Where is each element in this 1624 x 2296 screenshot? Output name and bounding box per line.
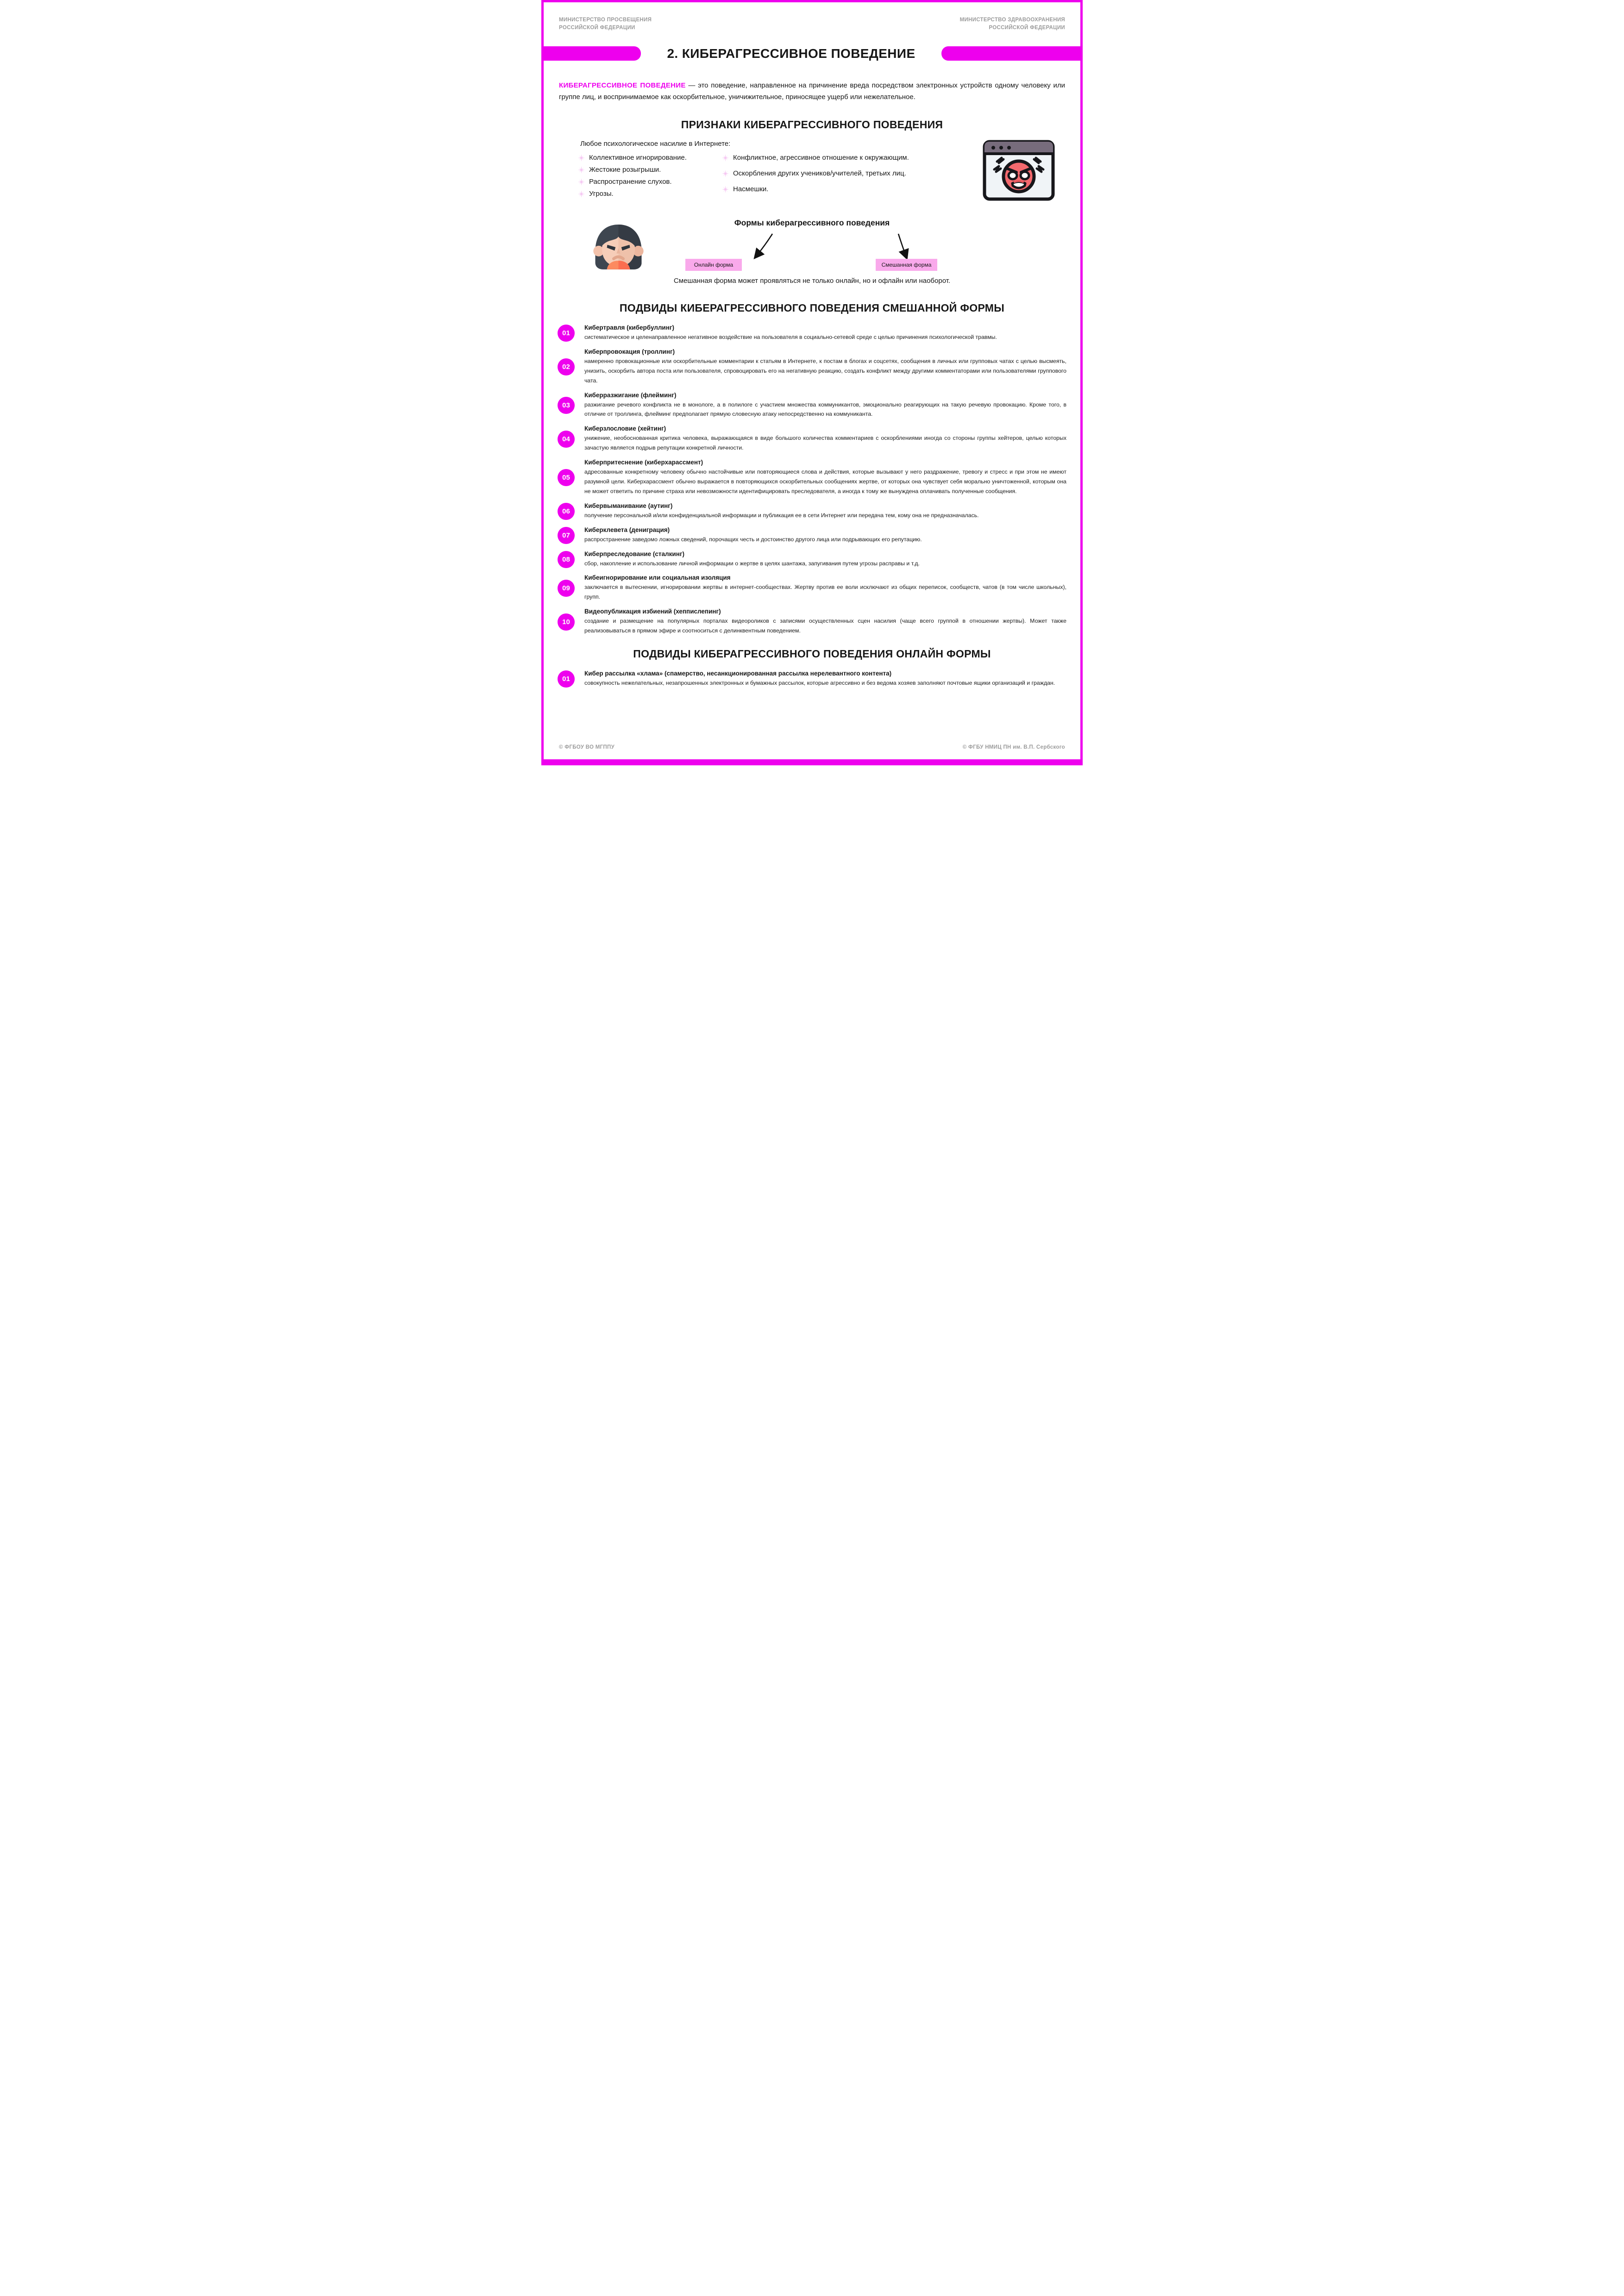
ministry-right	[960, 16, 1065, 32]
item-title: Кибервыманивание (аутинг)	[584, 502, 673, 509]
signs-list-right	[722, 154, 953, 201]
ministry-left	[559, 16, 652, 32]
subtype-item-08	[558, 551, 1066, 569]
definition-paragraph	[559, 80, 1065, 103]
subtype-item-07	[558, 526, 1066, 544]
item-title: Кибеигнорирование или социальная изоляция	[584, 574, 731, 582]
online-subtypes-heading: ПОДВИДЫ КИБЕРАГРЕССИВНОГО ПОВЕДЕНИЯ ОНЛАЙН ФОРМЫ	[633, 648, 991, 660]
item-body	[584, 392, 1066, 419]
title-accent-bar-left	[544, 46, 641, 61]
forms-heading: Формы киберагрессивного поведения	[734, 218, 890, 227]
sign-label: Оскорбления других учеников/учителей, третьих лиц.	[733, 169, 906, 177]
list-item	[578, 190, 721, 198]
mixed-subtypes-heading: ПОДВИДЫ КИБЕРАГРЕССИВНОГО ПОВЕДЕНИЯ СМЕШАННОЙ ФОРМЫ	[619, 302, 1005, 314]
item-text: заключается в вытеснении, игнорировании жертвы в интернет-сообществах. Жертву против ее воли исключают из общих переписок, сообществ, чатов (в том числе школьных), групп.	[584, 584, 1066, 601]
title-bar	[544, 46, 1080, 61]
item-title: Киберзлословие (хейтинг)	[584, 425, 666, 432]
item-text: создание и размещение на популярных порталах видеороликов с записями осуществленных сцен насилия (чаще всего группой в отношении жертвы). Может также реализовываться в прямом эфире и соотноситься с делинквентным поведением.	[584, 618, 1066, 634]
item-body	[584, 551, 1066, 569]
sparkle-star-icon	[722, 186, 729, 193]
list-item	[578, 154, 721, 162]
item-text: унижение, необоснованная критика человека, выражающаяся в виде большого количества комментариев с оскорблениями иногда со стороны группы хейтеров, целью которых зачастую является подрыв репутации конкретной личности.	[584, 435, 1066, 451]
signs-heading: ПРИЗНАКИ КИБЕРАГРЕССИВНОГО ПОВЕДЕНИЯ	[681, 119, 943, 131]
list-item	[722, 154, 953, 162]
down-arrow-icon	[895, 232, 910, 259]
sparkle-star-icon	[578, 154, 585, 162]
item-body	[584, 459, 1066, 496]
subtype-item-02	[558, 348, 1066, 386]
forms-note: Смешанная форма может проявляться не только онлайн, но и офлайн или наоборот.	[673, 277, 951, 285]
item-text: намеренно провокационные или оскорбительные комментарии к статьям в Интернете, к постам в блогах и соцсетях, сообщения в личных или групповых чатах с целью высмеять, унизить, оскорбить автора поста или пользователя, спровоцировать его на негативную реакцию, создать конфликт между другими комментаторами или пользователями группового чата.	[584, 357, 1066, 384]
list-item	[578, 166, 721, 174]
item-title: Киберпреследование (сталкинг)	[584, 550, 684, 557]
sparkle-star-icon	[578, 166, 585, 174]
item-text: получение персональной и/или конфиденциальной информации и публикация ее в сети Интернет или передача тем, кому она не предназначалась.	[584, 512, 979, 519]
item-number-badge: 09	[558, 580, 575, 597]
online-subtype-item-01	[558, 670, 1066, 688]
item-body	[584, 348, 1066, 386]
sparkle-star-icon	[722, 154, 729, 162]
angry-browser-icon	[982, 138, 1056, 202]
subtype-item-10	[558, 608, 1066, 636]
online-form-label: Онлайн форма	[685, 259, 742, 271]
item-title: Киберпритеснение (киберхарассмент)	[584, 459, 703, 466]
item-body	[584, 574, 1066, 602]
item-text: распространение заведомо ложных сведений, порочащих честь и достоинство другого лица или подрывающих его репутацию.	[584, 536, 922, 543]
footer-copyright-right: © ФГБУ НМИЦ ПН им. В.П. Сербского	[962, 744, 1065, 750]
sign-label: Распространение слухов.	[589, 178, 672, 186]
item-number-badge: 06	[558, 503, 575, 520]
mixed-form-label: Смешанная форма	[876, 259, 937, 271]
signs-intro: Любое психологическое насилие в Интернете:	[580, 140, 731, 148]
down-arrow-icon	[752, 232, 775, 259]
item-title: Кибертравля (кибербуллинг)	[584, 324, 675, 331]
sparkle-star-icon	[722, 170, 729, 177]
sign-label: Конфликтное, агрессивное отношение к окружающим.	[733, 154, 909, 162]
item-number-badge: 08	[558, 551, 575, 568]
footer	[559, 744, 1065, 750]
ministry-right-line1: МИНИСТЕРСТВО ЗДРАВООХРАНЕНИЯ	[959, 17, 1065, 23]
subtype-item-03	[558, 392, 1066, 419]
item-number-badge: 10	[558, 613, 575, 631]
item-number-badge: 01	[558, 325, 575, 342]
sign-label: Коллективное игнорирование.	[589, 154, 687, 162]
item-text: сбор, накопление и использование личной информации о жертве в целях шантажа, запугивания путем угрозы расправы и т.д.	[584, 560, 920, 567]
subtype-item-04	[558, 425, 1066, 453]
ministry-left-line1: МИНИСТЕРСТВО ПРОСВЕЩЕНИЯ	[559, 17, 652, 23]
sparkle-star-icon	[578, 178, 585, 186]
list-item	[722, 169, 953, 177]
list-item	[578, 178, 721, 186]
item-title: Кибер рассылка «хлама» (спамерство, несанкционированная рассылка нерелевантного контента)	[584, 670, 892, 677]
item-title: Киберразжигание (флейминг)	[584, 391, 677, 399]
definition-term: КИБЕРАГРЕССИВНОЕ ПОВЕДЕНИЕ	[559, 81, 686, 89]
item-text: адресованные конкретному человеку обычно настойчивые или повторяющиеся слова и действия, которые вызывают у него раздражение, тревогу и стресс и при этом не имеют разумной цели. Киберхарассмент обычно выражается в повторяющихся оскорбительных сообщениях жертве, от которых она чувствует себя морально уничтоженной, которым она не может ответить по причине страха или невозможности идентифицировать преследователя, а иногда к тому же вынуждена оплачивать полученные сообщения.	[584, 469, 1066, 494]
item-text: разжигание речевого конфликта не в монологе, а в полилоге с участием множества коммуникантов, эмоционально реагирующих на такую речевую провокацию. Кроме того, в отличие от троллинга, флейминг предполагает прямую словесную атаку непосредственно на коммуниканта.	[584, 401, 1066, 418]
item-number-badge: 01	[558, 670, 575, 688]
item-number-badge: 04	[558, 431, 575, 448]
item-number-badge: 07	[558, 527, 575, 544]
sign-label: Насмешки.	[733, 185, 769, 193]
title-accent-bar-right	[941, 46, 1080, 61]
item-body	[584, 526, 1066, 544]
subtype-item-09	[558, 574, 1066, 602]
sign-label: Жестокие розыгрыши.	[589, 166, 661, 174]
item-number-badge: 02	[558, 358, 575, 375]
ministry-left-line2: РОССИЙСКОЙ ФЕДЕРАЦИИ	[559, 25, 635, 31]
item-text: систематическое и целенаправленное негативное воздействие на пользователя в социально-сетевой среде с целью причинения психологической травмы.	[584, 334, 997, 340]
angry-girl-avatar	[589, 223, 647, 274]
list-item	[722, 185, 953, 193]
page-title: 2. КИБЕРАГРЕССИВНОЕ ПОВЕДЕНИЕ	[667, 46, 915, 61]
subtypes-content	[558, 302, 1066, 694]
item-body	[584, 608, 1066, 636]
item-number-badge: 05	[558, 469, 575, 486]
poster-page	[541, 0, 1083, 765]
item-title: Видеопубликация избиений (хеппислепинг)	[584, 608, 721, 615]
item-text: совокупность нежелательных, незапрошенных электронных и бумажных рассылок, которые агрессивно и без ведома хозяев заполняют почтовые ящики организаций и граждан.	[584, 680, 1055, 687]
item-title: Киберклевета (дениграция)	[584, 526, 670, 533]
subtype-item-06	[558, 502, 1066, 520]
definition-text: — это поведение, направленное на причинение вреда посредством электронных устройств одному человеку или группе лиц, и воспринимаемое как оскорбительное, уничижительное, приносящее ущерб или нежелательное.	[559, 81, 1065, 101]
footer-copyright-left: © ФГБОУ ВО МГППУ	[559, 744, 615, 750]
ministry-right-line2: РОССИЙСКОЙ ФЕДЕРАЦИИ	[989, 25, 1065, 31]
subtype-item-01	[558, 324, 1066, 342]
signs-list-left	[578, 154, 721, 202]
subtype-item-05	[558, 459, 1066, 496]
item-title: Киберпровокация (троллинг)	[584, 348, 675, 355]
sparkle-star-icon	[578, 190, 585, 198]
item-body	[584, 502, 1066, 520]
item-number-badge: 03	[558, 397, 575, 414]
item-body	[584, 425, 1066, 453]
item-body	[584, 670, 1066, 688]
item-body	[584, 324, 1066, 342]
sign-label: Угрозы.	[589, 190, 614, 198]
